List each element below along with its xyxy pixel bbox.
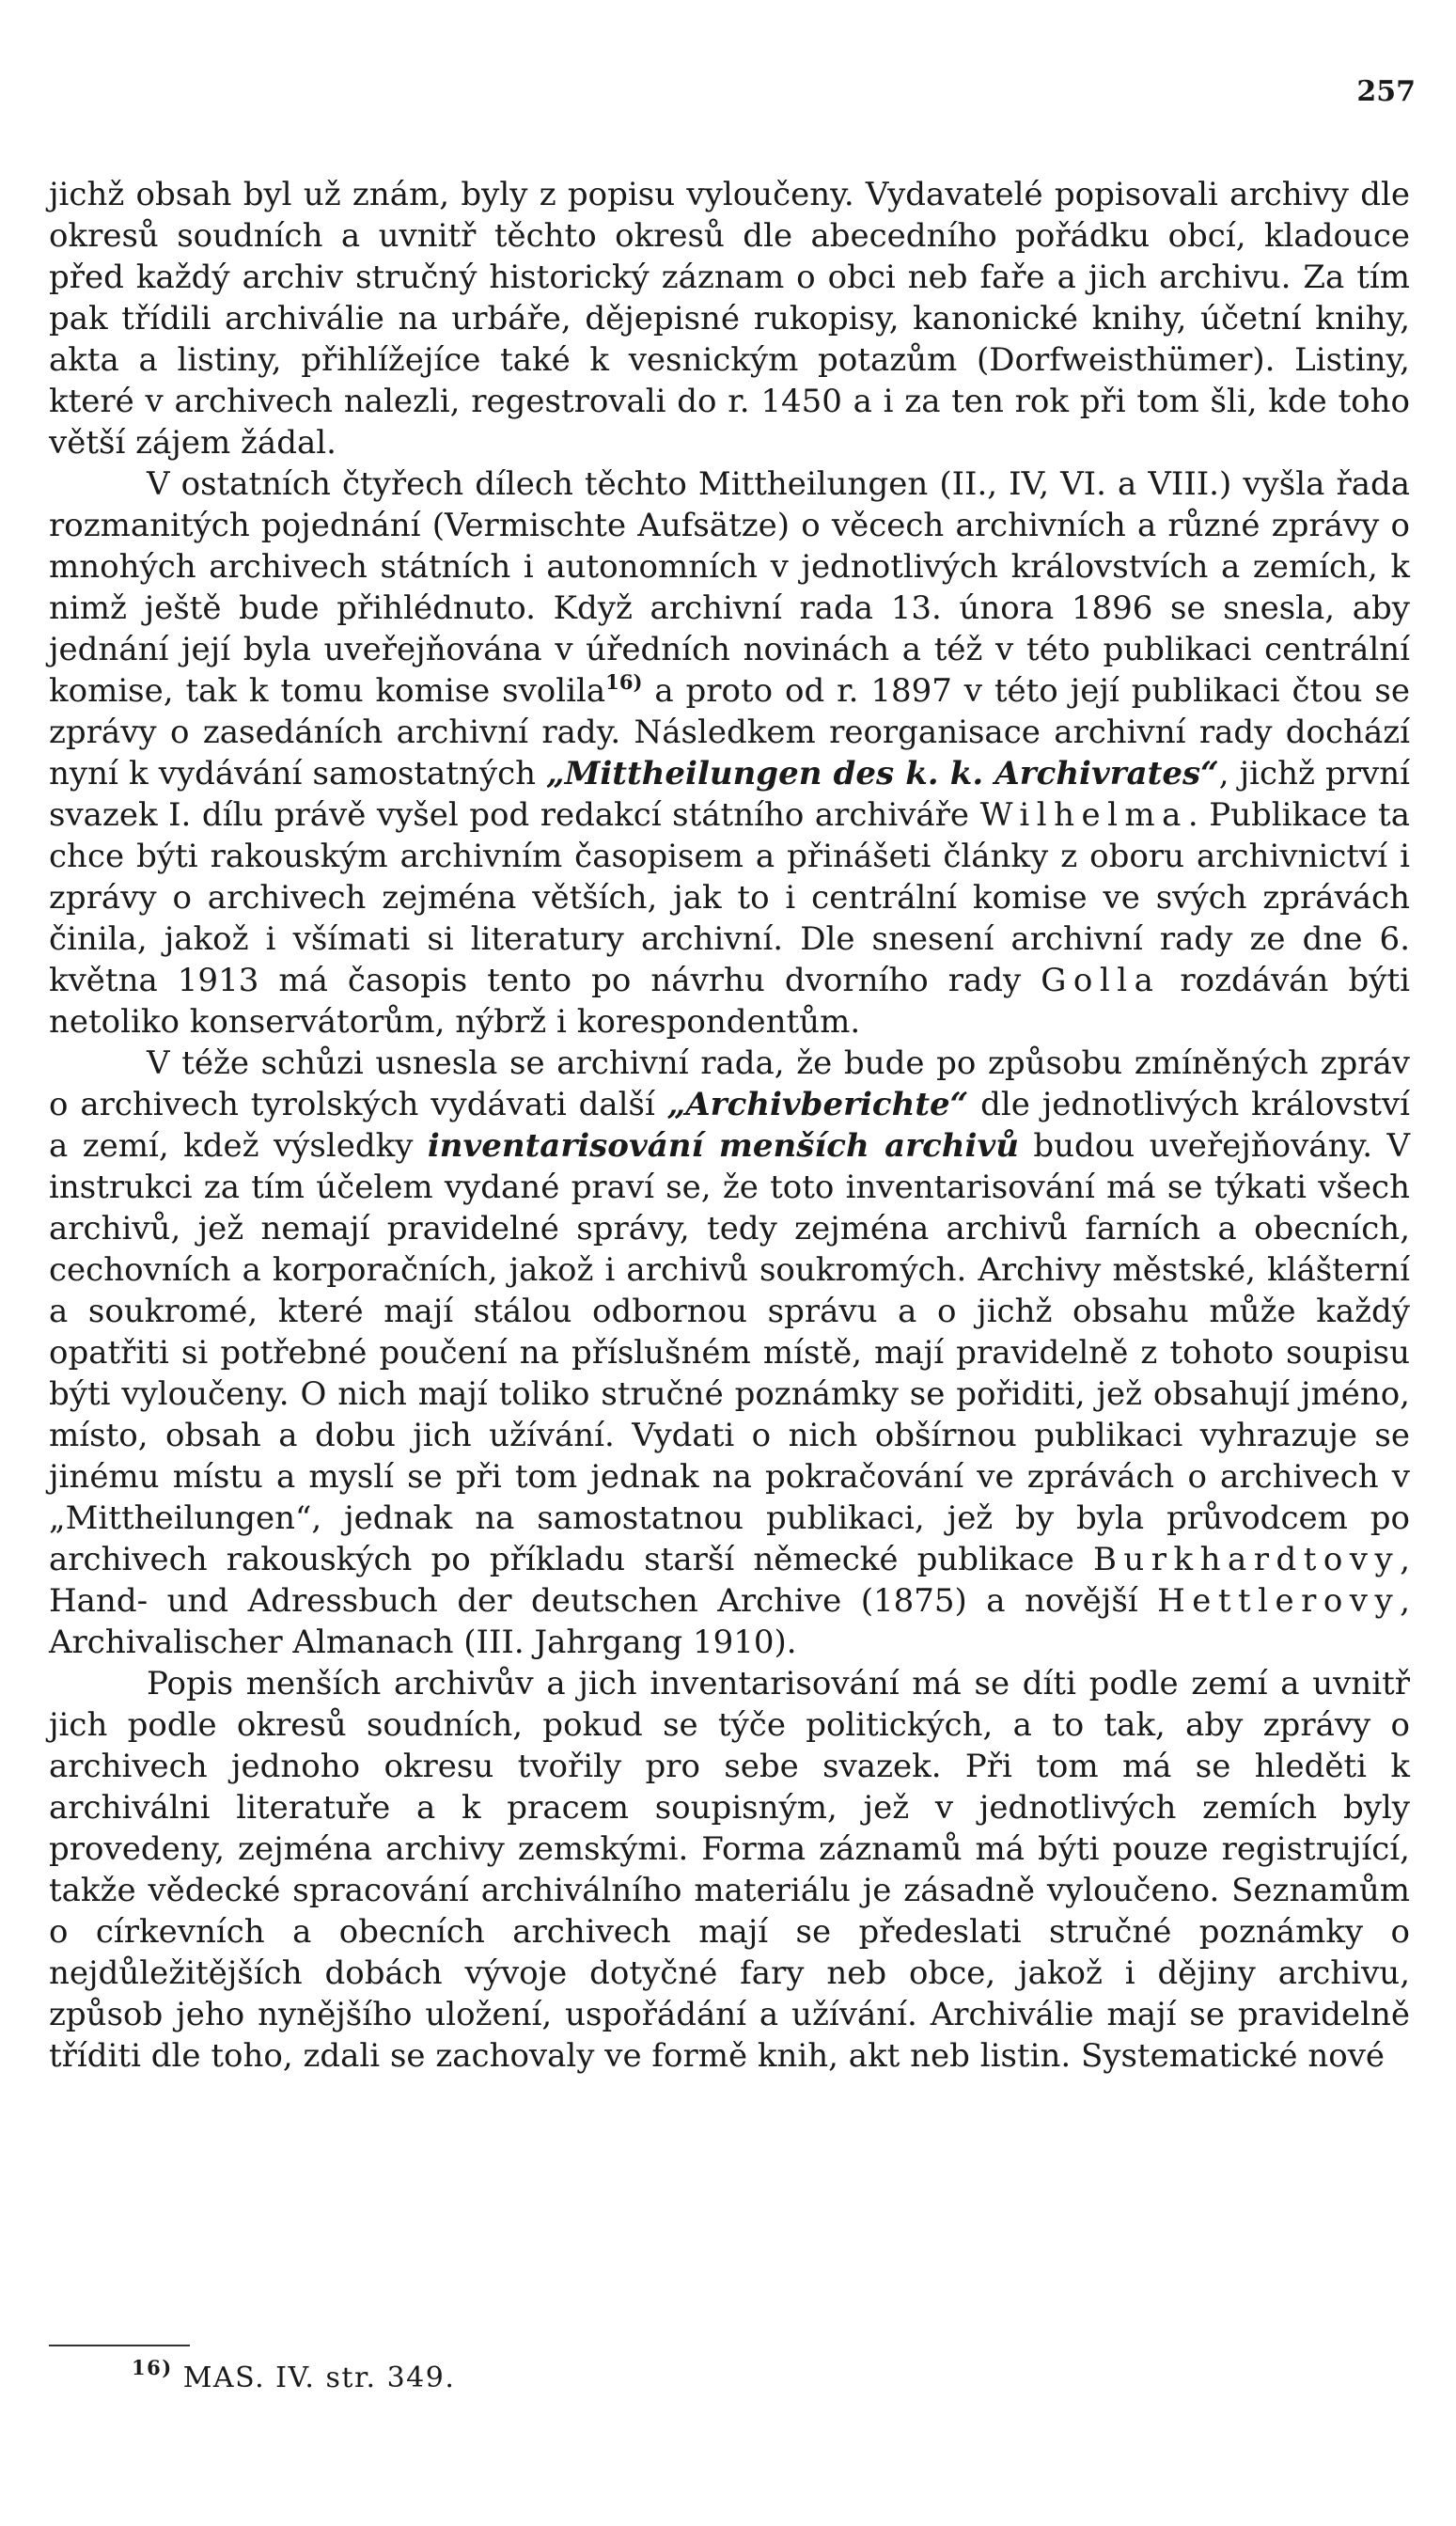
paragraph (49, 174, 1410, 463)
page-number: 257 (1356, 75, 1416, 108)
spaced-name: Burkhardtovy (1092, 1541, 1401, 1578)
emphasized-title: „Archivberichte“ (666, 1086, 969, 1123)
text-run: a proto od r. 1897 v této její publikaci čtou se zprávy o zasedáních archivní rady. Následkem reorganisace archivní rady dochází nyní k vydávání samostatných (49, 672, 1410, 792)
text-run: jichž obsah byl už znám, byly z popisu vyloučeny. Vydavatelé popisovali archivy dle okresů soudních a uvnitř těchto okresů dle abecedního pořádku obcí, kladouce před každý archiv stručný historický záznam o obci neb faře a jich archivu. Za tím pak třídili archiválie na urbáře, dějepisné rukopisy, kanonické knihy, účetní knihy, akta a listiny, přihlížejíce také k vesnickým potazům (Dorfweisthümer). Listiny, které v archivech nalezli, regestrovali do r. 1450 a i za ten rok při tom šli, kde toho větší zájem žádal. (49, 176, 1410, 462)
text-run: dle jednotlivých království a zemí, kdež výsledky (49, 1086, 1410, 1165)
paragraph (49, 463, 1410, 1043)
text-run: Popis menších archivův a jich inventarisování má se díti podle zemí a uvnitř jich podle okresů soudních, pokud se týče politických, a to tak, aby zprávy o archivech jednoho okresu tvořily pro sebe svazek. Při tom má se hleděti k archiválni literatuře a k pracem soupisným, jež v jednotlivých zemích byly provedeny, zejména archivy zemskými. Forma záznamů má býti pouze registrující, takže vědecké spracování archiválního materiálu je zásadně vyloučeno. Seznamům o církevních a obecních archivech mají se předeslati stručné poznámky o nejdůležitějších dobách vývoje dotyčné fary neb obce, jakož i dějiny archivu, způsob jeho nynějšího uložení, uspořádání a užívání. Archiválie mají se pravidelně tříditi dle toho, zdali se zachovaly ve formě knih, akt neb listin. Systematické nové (49, 1665, 1410, 2075)
text-run: , Hand- und Adressbuch der deutschen Archive (1875) a novější (49, 1541, 1410, 1620)
text-run: V téže schůzi usnesla se archivní rada, že bude po způsobu zmíněných zpráv o archivech tyrolských vydávati další (49, 1044, 1410, 1123)
text-run: . Publikace ta chce býti rakouským archivním časopisem a přinášeti články z oboru archivnictví i zprávy o archivech zejména větších, jak to i centrální komise ve svých zprávách činila, jakož i všímati si literatury archivní. Dle snesení archivní rady ze dne 6. května 1913 má časopis tento po návrhu dvorního rady (49, 796, 1410, 999)
footnote-reference: 16) (605, 669, 643, 694)
spaced-name: Golla (1041, 962, 1161, 999)
text-run: budou uveřejňovány. V instrukci za tím účelem vydané praví se, že toto inventarisování má se týkati všech archivů, jež nemají pravidelné správy, tedy zejména archivů farních a obecních, cechovních a korporačních, jakož i archivů soukromých. Archivy městské, klášterní a soukromé, které mají stálou odbornou správu a o jichž obsahu může každý opatřiti si potřebné poučení na příslušném místě, mají pravidelně z tohoto soupisu býti vyloučeny. O nich mají toliko stručné poznámky se pořiditi, jež obsahují jméno, místo, obsah a dobu jich užívání. Vydati o nich obšírnou publikaci vyhrazuje se jinému místu a myslí se při tom jednak na pokračování ve zprávách o archivech v „Mittheilungen“, jednak na samostatnou publikaci, jež by byla průvodcem po archivech rakouských po příkladu starší německé publikace (49, 1127, 1411, 1578)
spaced-name: Hettlerovy (1157, 1582, 1401, 1620)
footnote-text: MAS. IV. str. 349. (182, 2361, 456, 2394)
text-run: , jichž první svazek I. dílu právě vyšel pod redakcí státního archiváře (49, 755, 1410, 834)
text-run: V ostatních čtyřech dílech těchto Mittheilungen (II., IV, VI. a VIII.) vyšla řada rozmanitých pojednání (Vermischte Aufsätze) o věcech archivních a různé zprávy o mnohých archivech státních i autonomních v jednotlivých královstvích a zemích, k nimž ještě bude přihlédnuto. Když archivní rada 13. února 1896 se snesla, aby jednání její byla uveřejňována v úředních novinách a též v této publikaci centrální komise, tak k tomu komise svolila (49, 465, 1410, 710)
body-text (49, 174, 1410, 2077)
footnote-rule (49, 2345, 190, 2346)
spaced-name: Wilhelma (979, 796, 1188, 834)
paragraph (49, 1663, 1410, 2077)
text-run: , Archivalischer Almanach (III. Jahrgang 1910). (49, 1582, 1410, 1661)
footnote (132, 2355, 456, 2394)
emphasized-title: inventarisování menších archivů (427, 1127, 1019, 1165)
emphasized-title: „Mittheilungen des k. k. Archivrates“ (546, 755, 1219, 792)
paragraph (49, 1043, 1410, 1663)
text-run: rozdáván býti netoliko konservátorům, nýbrž i korespondentům. (49, 962, 1410, 1041)
footnote-mark: 16) (132, 2355, 173, 2379)
